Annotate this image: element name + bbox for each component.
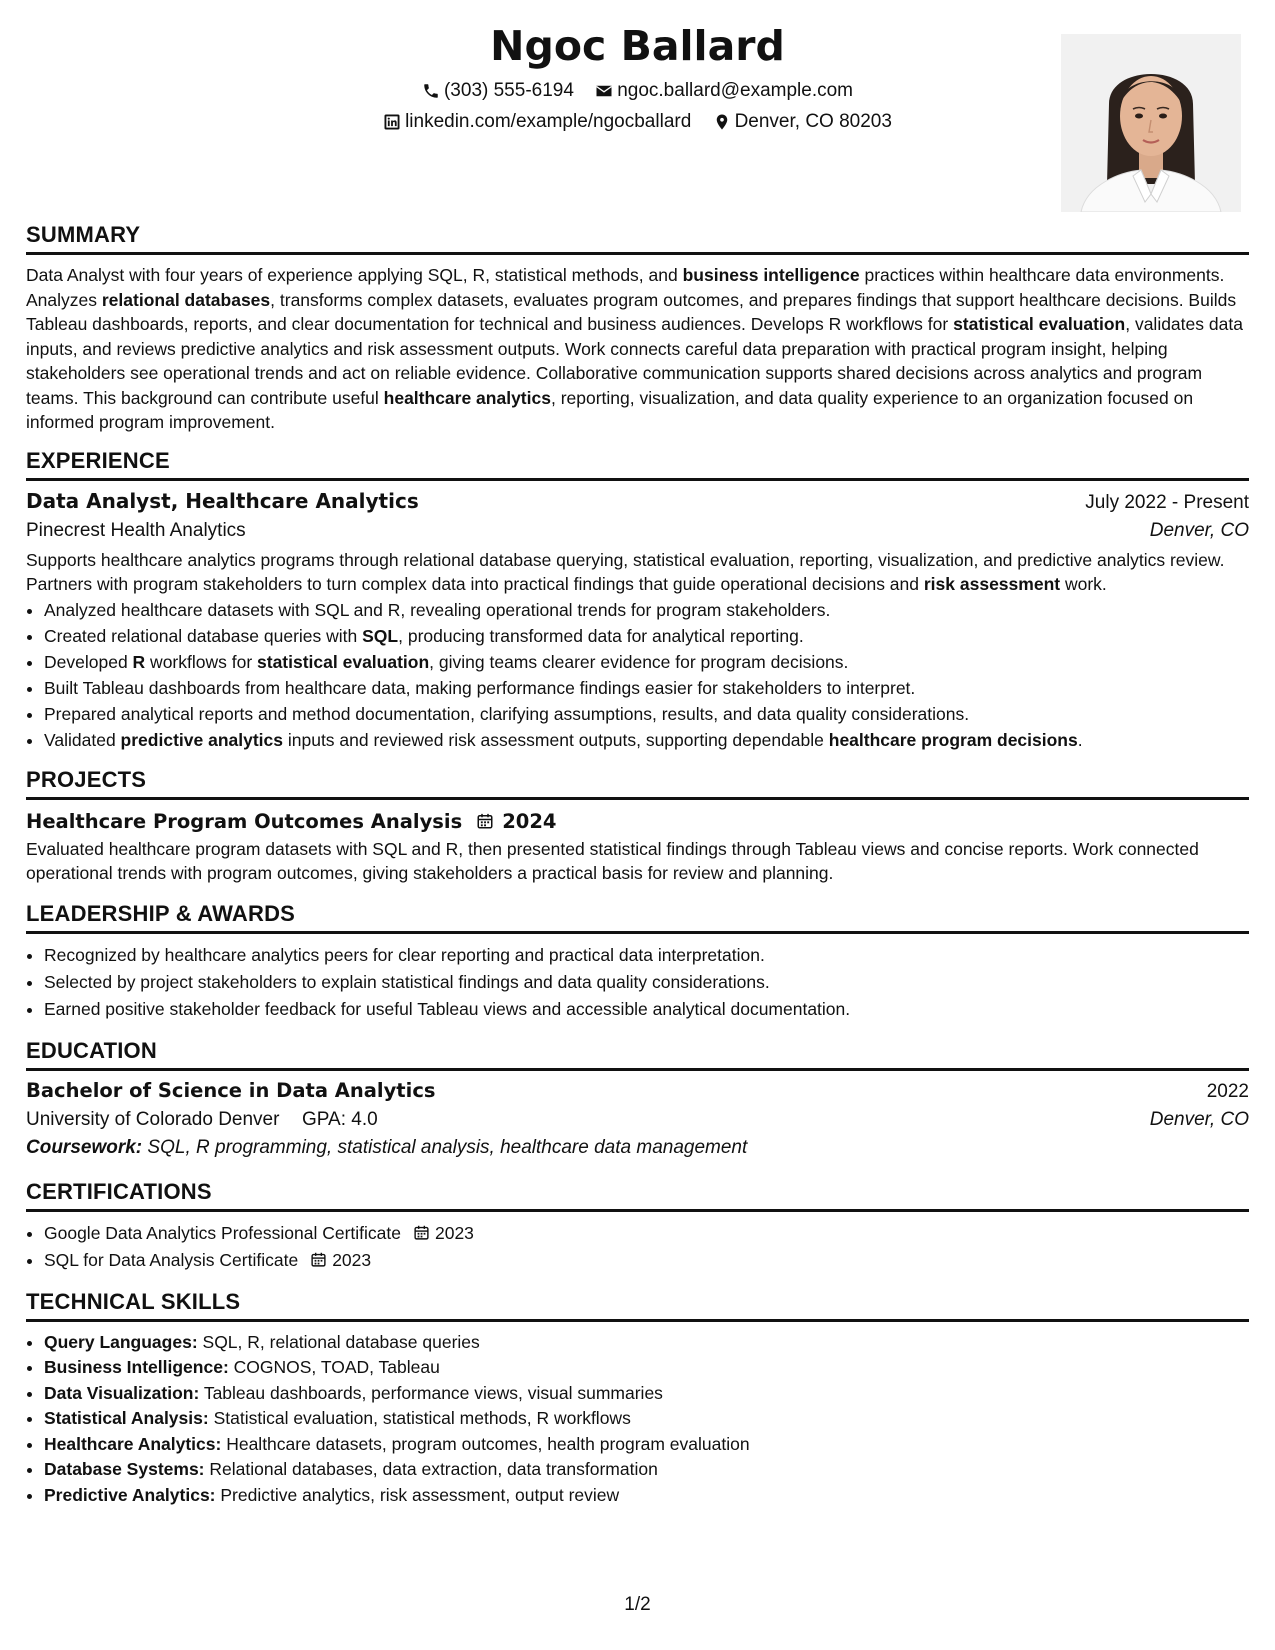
phone-text: (303) 555-6194 <box>443 80 574 101</box>
emphasized-text: healthcare program decisions <box>828 729 1078 750</box>
leadership-heading: LEADERSHIP & AWARDS <box>26 901 1249 934</box>
degree-name: Bachelor of Science in Data Analytics <box>26 1078 436 1102</box>
skill-item <box>44 1483 1249 1509</box>
skill-values: Healthcare datasets, program outcomes, health program evaluation <box>221 1433 750 1454</box>
skill-values: Tableau dashboards, performance views, visual summaries <box>199 1382 663 1403</box>
linkedin-icon <box>383 113 401 131</box>
job-title: Data Analyst, Healthcare Analytics <box>26 488 419 513</box>
emphasized-text: healthcare analytics <box>383 387 551 408</box>
skill-values: Predictive analytics, risk assessment, output review <box>215 1484 620 1505</box>
coursework-label: Coursework: <box>26 1136 143 1158</box>
location-item <box>713 111 892 133</box>
project-description: Evaluated healthcare program datasets with SQL and R, then presented statistical findings through Tableau views and concise reports. Work connected operational trends with program outcomes, giving stakeholders a practical basis for review and planning. <box>26 838 1199 883</box>
emphasized-text: R <box>132 651 146 672</box>
text-segment: Prepared analytical reports and method documentation, clarifying assumptions, results, and data quality considerations. <box>44 703 970 724</box>
text-segment: , giving teams clearer evidence for program decisions. <box>429 651 849 672</box>
linkedin-text[interactable]: linkedin.com/example/ngocballard <box>405 111 692 132</box>
experience-heading: EXPERIENCE <box>26 448 1249 481</box>
project-date <box>476 810 556 833</box>
job-bullet <box>44 701 1249 727</box>
degree-row <box>26 1079 1249 1103</box>
linkedin-item[interactable] <box>383 111 691 133</box>
certification-item <box>44 1220 1249 1247</box>
education-section <box>26 1038 1249 1159</box>
emphasized-text: relational databases <box>101 289 271 310</box>
skill-values: COGNOS, TOAD, Tableau <box>228 1357 440 1377</box>
emphasized-text: business intelligence <box>682 265 860 285</box>
skill-item <box>44 1381 1249 1407</box>
emphasized-text: risk assessment <box>923 574 1061 594</box>
skill-category: Statistical Analysis: <box>44 1408 209 1428</box>
job-location: Denver, CO <box>1149 519 1249 541</box>
coursework-line <box>26 1137 1249 1159</box>
candidate-name: Ngoc Ballard <box>490 22 785 70</box>
certification-year: 2023 <box>332 1249 372 1270</box>
project-year: 2024 <box>502 809 557 833</box>
text-segment: Created relational database queries with <box>44 625 363 646</box>
skill-category: Business Intelligence: <box>44 1357 229 1377</box>
emphasized-text: SQL <box>362 625 399 646</box>
leadership-list <box>26 942 1249 1023</box>
job-bullet <box>44 675 1249 701</box>
text-segment: inputs and reviewed risk assessment outputs, supporting dependable <box>283 729 829 750</box>
skills-heading: TECHNICAL SKILLS <box>26 1289 1249 1322</box>
job-bullets <box>26 597 1249 753</box>
text-segment: , producing transformed data for analytical reporting. <box>398 625 804 646</box>
text-segment: , transforms complex datasets, evaluates program outcomes, and prepares findings that support healthcare decisions. Builds Tableau dashboards, reports, and clear documentation for technical and business audiences. Develops R workflows for <box>26 289 1237 334</box>
projects-heading: PROJECTS <box>26 767 1249 800</box>
map-pin-icon <box>713 113 731 131</box>
job-description <box>26 548 1249 597</box>
job-bullet <box>44 623 1249 649</box>
text-segment: Analyzed healthcare datasets with SQL and R, revealing operational trends for program stakeholders. <box>44 599 831 620</box>
phone-item <box>422 80 574 102</box>
phone-icon <box>422 82 440 100</box>
skills-list <box>26 1330 1249 1509</box>
certification-name: Google Data Analytics Professional Certificate <box>44 1222 401 1243</box>
gpa: GPA: 4.0 <box>302 1108 378 1130</box>
job-company-row <box>26 520 1249 542</box>
skill-category: Data Visualization: <box>44 1382 200 1403</box>
company-name: Pinecrest Health Analytics <box>26 519 246 541</box>
school-location: Denver, CO <box>1149 1108 1249 1130</box>
certifications-list <box>26 1220 1249 1274</box>
skill-category: Predictive Analytics: <box>44 1484 216 1505</box>
graduation-year: 2022 <box>1206 1080 1249 1102</box>
job-header-row <box>26 489 1249 514</box>
certification-year: 2023 <box>434 1222 474 1243</box>
text-segment: , validates data inputs, and reviews predictive analytics and risk assessment outputs. Work connects careful data preparation with practical program insight, helping stakeholders see operational trends and act on reliable evidence. Collaborative communication supports shared decisions across analytics and program teams. This background can contribute useful <box>26 314 1243 408</box>
skill-values: Relational databases, data extraction, data transformation <box>204 1459 658 1479</box>
emphasized-text: statistical evaluation <box>953 314 1126 334</box>
school-row <box>26 1109 1249 1131</box>
email-item[interactable] <box>595 80 853 102</box>
job-bullet <box>44 727 1249 753</box>
calendar-icon <box>413 1224 430 1241</box>
skills-section <box>26 1289 1249 1509</box>
text-segment: Built Tableau dashboards from healthcare data, making performance findings easier for stakeholders to interpret. <box>44 677 916 698</box>
award-item: • Earned positive stakeholder feedback for useful Tableau views and accessible analytical documentation. <box>44 996 1249 1023</box>
coursework-list: SQL, R programming, statistical analysis, healthcare data management <box>142 1136 748 1158</box>
summary-heading: SUMMARY <box>26 222 1249 255</box>
experience-section <box>26 448 1249 753</box>
school-name: University of Colorado Denver <box>26 1108 280 1130</box>
text-segment: work. <box>1060 574 1107 594</box>
skill-category: Healthcare Analytics: <box>44 1433 222 1454</box>
education-heading: EDUCATION <box>26 1038 1249 1071</box>
certification-name: SQL for Data Analysis Certificate <box>44 1249 299 1270</box>
text-segment: Developed <box>44 651 133 672</box>
portrait-illustration <box>1061 34 1241 212</box>
envelope-icon <box>595 82 613 100</box>
text-segment: Validated <box>44 729 121 750</box>
skill-values: SQL, R, relational database queries <box>197 1331 480 1352</box>
award-item: • Recognized by healthcare analytics peers for clear reporting and practical data interpretation. <box>44 942 1249 969</box>
skill-item <box>44 1406 1249 1432</box>
text-segment: Supports healthcare analytics programs through relational database querying, statistical evaluation, reporting, visualization, and predictive analytics review. Partners with program stakeholders to turn complex data into practical findings that guide operational decisions and <box>26 549 1225 594</box>
job-bullet <box>44 649 1249 675</box>
text-segment: . <box>1077 729 1083 750</box>
skill-item <box>44 1457 1249 1483</box>
summary-text <box>26 263 1249 435</box>
calendar-icon <box>476 812 494 830</box>
skill-item <box>44 1355 1249 1381</box>
text-segment: Data Analyst with four years of experience applying SQL, R, statistical methods, and <box>26 265 683 285</box>
emphasized-text: statistical evaluation <box>257 651 430 672</box>
award-item: • Selected by project stakeholders to explain statistical findings and data quality considerations. <box>44 969 1249 996</box>
leadership-section <box>26 901 1249 1023</box>
summary-section <box>26 222 1249 435</box>
emphasized-text: predictive analytics <box>120 729 283 750</box>
skill-values: Statistical evaluation, statistical methods, R workflows <box>208 1408 631 1428</box>
email-text[interactable]: ngoc.ballard@example.com <box>617 80 853 101</box>
text-segment: practices within healthcare data environments. Analyzes <box>26 265 1225 310</box>
certifications-heading: CERTIFICATIONS <box>26 1179 1249 1212</box>
skill-item <box>44 1432 1249 1458</box>
job-dates: July 2022 - Present <box>1085 491 1249 513</box>
page-number: 1/2 <box>624 1594 651 1615</box>
text-segment: workflows for <box>145 651 258 672</box>
skill-item <box>44 1330 1249 1356</box>
profile-photo <box>1061 34 1241 212</box>
project-name: Healthcare Program Outcomes Analysis <box>26 809 463 833</box>
skill-category: Query Languages: <box>44 1331 198 1352</box>
resume-header <box>26 0 1249 222</box>
certifications-section <box>26 1179 1249 1274</box>
project-title-row <box>26 810 1249 833</box>
location-text: Denver, CO 80203 <box>734 111 892 132</box>
calendar-icon <box>310 1251 327 1268</box>
skill-category: Database Systems: <box>44 1459 205 1479</box>
job-bullet <box>44 597 1249 623</box>
school-line <box>26 1109 378 1131</box>
certification-item <box>44 1247 1249 1274</box>
text-segment: , reporting, visualization, and data quality experience to an organization focused on informed program improvement. <box>26 387 1194 432</box>
projects-section <box>26 767 1249 886</box>
